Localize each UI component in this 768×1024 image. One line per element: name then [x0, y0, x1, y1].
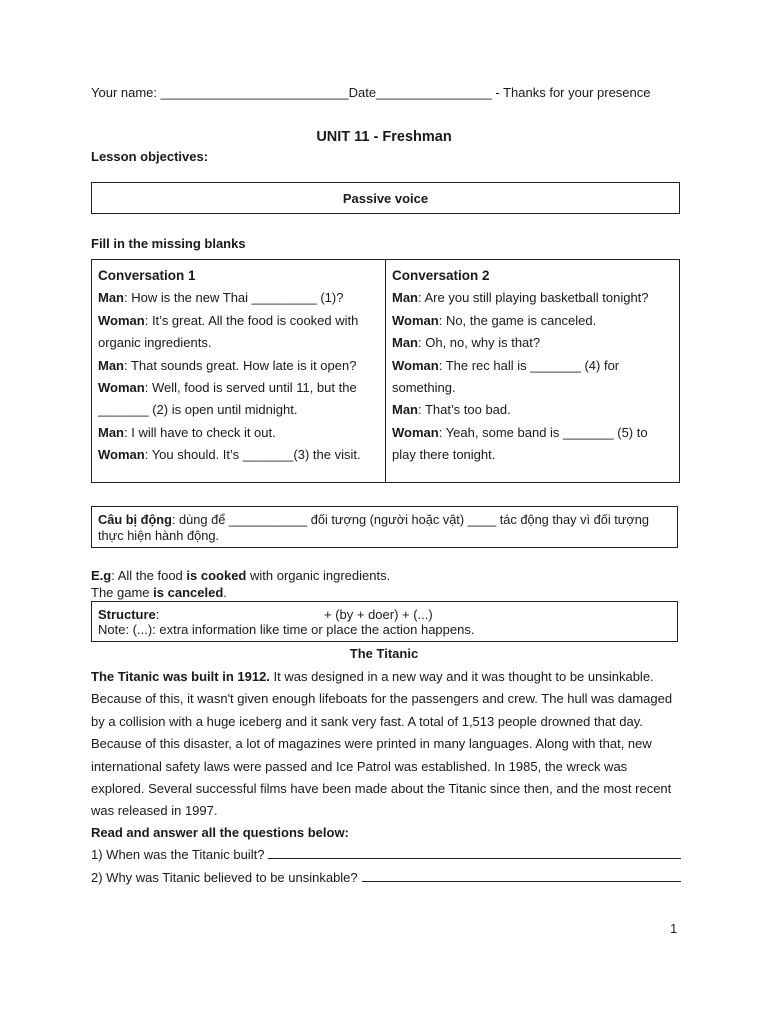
- conversation-line: Man: That’s too bad.: [392, 402, 511, 418]
- name-blank: __________________________: [160, 85, 349, 100]
- passive-voice-box: [91, 506, 678, 548]
- conversation-2-title: Conversation 2: [392, 268, 490, 283]
- conversation-line: Woman: No, the game is canceled.: [392, 312, 597, 328]
- structure-formula: + (by + doer) + (...): [324, 607, 433, 622]
- objective-box: [91, 182, 680, 214]
- conversation-line: Man: Are you still playing basketball tonight?: [392, 290, 649, 306]
- question-text: 2) Why was Titanic believed to be unsinkable?: [91, 869, 358, 885]
- passive-label: Câu bị động: [98, 512, 172, 527]
- example-line-2: The game is canceled.: [91, 585, 227, 600]
- conversation-line: Woman: Yeah, some band is _______ (5) to play there tonight.: [392, 424, 648, 463]
- structure-line: Structure:: [98, 607, 160, 622]
- date-blank: ________________: [376, 85, 492, 100]
- conversation-line: Man: Oh, no, why is that?: [392, 335, 541, 351]
- structure-note: Note: (...): extra information like time or place the action happens.: [98, 622, 475, 637]
- conversation-line: Woman: Well, food is served until 11, but the _______ (2) is open until midnight.: [98, 380, 357, 418]
- example-line-1: E.g: All the food is cooked with organic ingredients.: [91, 568, 391, 583]
- question-text: 1) When was the Titanic built?: [91, 847, 265, 863]
- question-row: [91, 867, 681, 889]
- date-label: Date: [348, 85, 377, 100]
- passage-text: It was designed in a new way and it was thought to be unsinkable. Because of this, it wasn't given enough lifeboats for the passengers and crew. The hull was damaged by a collision with a huge iceberg and it sank very fast. A total of 1,513 people drowned that day. Because of this disaster, a lot of magazines were printed in many languages. Along with that, new international safety laws were passed and Ice Patrol was established. In 1985, the wreck was explored. Several successful films have been made about the Titanic since then, and the most recent was released in 1997.: [91, 669, 673, 819]
- conversation-line: Woman: You should. It’s _______(3) the visit.: [98, 447, 361, 463]
- conversation-line: Woman: It’s great. All the food is cooked with organic ingredients.: [98, 312, 359, 351]
- conversation-1: [92, 260, 386, 482]
- answer-line[interactable]: [268, 844, 681, 859]
- example-block: [91, 567, 390, 601]
- conversation-line: Man: How is the new Thai _________ (1)?: [98, 290, 344, 306]
- conversation-line: Man: That sounds great. How late is it open?: [98, 357, 357, 373]
- structure-box: [91, 601, 678, 642]
- conversation-1-title: Conversation 1: [98, 268, 196, 283]
- conversation-table: [91, 259, 680, 483]
- questions-label: Read and answer all the questions below:: [91, 825, 349, 840]
- page-number: 1: [670, 921, 678, 936]
- page-title: UNIT 11 - Freshman: [316, 129, 452, 145]
- question-row: [91, 844, 681, 866]
- conversation-line: Man: I will have to check it out.: [98, 424, 276, 440]
- fill-label: Fill in the missing blanks: [91, 236, 246, 251]
- objective-text: Passive voice: [342, 190, 429, 206]
- conversation-2: [386, 260, 679, 482]
- passive-text: : dùng để ___________ đối tượng (người hoặc vật) ____ tác động thay vì đối tượng thực hiện hành động.: [98, 512, 649, 543]
- reading-passage: [91, 666, 681, 823]
- name-label: Your name:: [91, 85, 161, 100]
- structure-label: Structure: [98, 607, 156, 622]
- thanks-text: - Thanks for your presence: [491, 85, 651, 100]
- answer-line[interactable]: [362, 867, 681, 882]
- questions-section: [91, 822, 681, 889]
- conversation-line: Woman: The rec hall is _______ (4) for something.: [392, 357, 620, 396]
- passage-bold-start: The Titanic was built in 1912.: [91, 669, 270, 684]
- passage-heading: The Titanic: [349, 646, 419, 661]
- header-line: [91, 85, 691, 100]
- objectives-label: Lesson objectives:: [91, 149, 209, 164]
